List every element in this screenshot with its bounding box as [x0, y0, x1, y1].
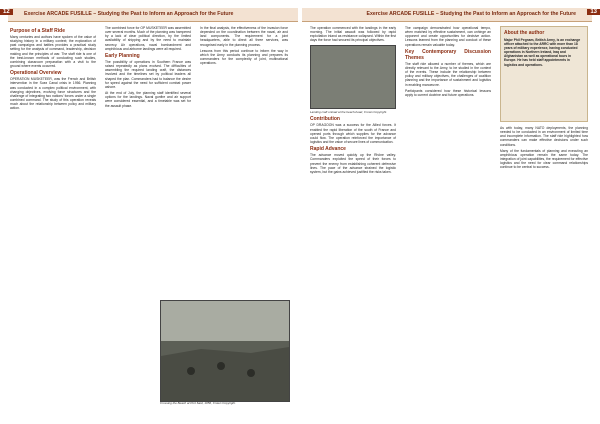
- section-heading: Purpose of a Staff Ride: [10, 28, 66, 34]
- column-3: [500, 126, 588, 416]
- beach-photo: [160, 300, 290, 402]
- paragraph: In the final analysis, the effectiveness of the invasion force depended on the coordination between the naval, air and land components. The requirement for a joint headquarters, able to direct all three services, was recognised early in the planning process.: [200, 26, 288, 47]
- paragraph: At the end of July, the planning staff identified several options for the landings. Naval gunfire and air support were considered essential, and a timetable was set for the assault phase.: [105, 91, 191, 108]
- column-2: [405, 26, 491, 416]
- section-heading: Rapid Advance: [310, 146, 346, 153]
- section-heading: Operational Overview: [10, 70, 62, 77]
- paragraph: Participants considered how these historical lessons apply to current doctrine and future operations.: [405, 88, 491, 97]
- paragraph: The staff ride allowed a number of themes, which are directly relevant to the Army, to be studied in the context of the events. These include the relationship between policy and military objectives, the challenges of coalition planning and the importance of sustainment and logistics in enabling manoeuvre.: [405, 61, 491, 87]
- header-title: Exercise ARCADE FUSILLE – Studying the Past to Inform an Approach for the Future: [366, 11, 576, 17]
- sidebar-body: Major Phil Pegnam, British Army, is an exchange officer attached to the ARRC with more than 18 years of military experience, having conducted operations in Northern Ireland, Iraq and Afghanistan as well as operational tours in Europe. He has held staff appointments in logistics and operations.: [504, 38, 581, 67]
- photo-image: [161, 301, 289, 401]
- column-1: [10, 26, 96, 416]
- page-header: [8, 8, 298, 22]
- paragraph: Many centuries and authors have spoken of the value of studying history in a military context; the exploration of past campaigns and battles provides a practical study setting for the analysis of command, leadership, decision making and the principles of war. The staff ride is one of the best-known methods of conducting such studies, combining classroom preparation with a visit to the ground where events occurred.: [10, 35, 96, 69]
- paragraph: Lessons from this period continue to inform the way in which the Army conducts its planning and prepares its commanders for the complexity of joint, multinational operations.: [200, 48, 288, 66]
- page-number: 13: [587, 9, 600, 15]
- paragraph: The campaign demonstrated how operational tempo, when matched by effective sustainment, can unhinge an opponent and create opportunities for decisive action. Lessons learned from the planning and conduct of these operations remain valuable today.: [405, 26, 491, 47]
- paragraph: The operation commenced with the landings in the early morning. The initial assault was followed by rapid exploitation inland as resistance collapsed. Within the first days the force had secured its principal objectives.: [310, 26, 396, 43]
- section-heading: Early Planning: [105, 52, 140, 59]
- section-heading: Contribution: [310, 116, 340, 123]
- landing-photo: [310, 45, 396, 109]
- page-header: [302, 8, 592, 22]
- photo-caption: Crossing the Beach at Port Said, 1956, Crown Copyright.: [160, 401, 236, 405]
- paragraph: The advance moved quickly up the Rhône valley. Commanders exploited the speed of their forces to prevent the enemy from establishing coherent defensive lines. The pace of the advance strained the logistic system, but the gains achieved justified the risks taken.: [310, 153, 396, 174]
- right-page: [300, 0, 600, 424]
- paragraph: The possibility of operations in Southern France was raised repeatedly as plans evolved. The difficulties of assembling the required landing craft, the distances involved and the timelines set by political leaders all shaped the plan. Commanders had to balance the desire for speed against the need for sufficient combat power ashore.: [105, 59, 191, 89]
- paragraph: As with today, many NATO deployments, the planning needed to be conducted in an environment of limited time and incomplete information. The staff ride highlighted how commanders can make effective decisions under such conditions.: [500, 126, 588, 147]
- paragraph: OP DRAGOON was a success for the Allied forces. It enabled the rapid liberation of the south of France and opened ports through which supplies for the advance could flow. The operation reinforced the importance of logistics and the value of secure lines of communication.: [310, 123, 396, 145]
- photo-caption: Landing craft unload at the beach-head, Crown Copyright.: [310, 109, 388, 114]
- paragraph: Many of the fundamentals of planning and executing an amphibious operation remain the same today. The integration of joint capabilities, the requirement for effective logistics and the need for clear command relationships continue to be central to success.: [500, 148, 588, 170]
- section-heading: Key Contemporary Discussion Themes: [405, 48, 491, 61]
- header-title: Exercise ARCADE FUSILLE – Studying the Past to Inform an Approach for the Future: [24, 11, 234, 17]
- paragraph: OPERATION MUSKETEER, was the French and British intervention in the Suez Canal crisis in 1956. Planning was conducted in a complex political environment, with changing objectives, evolving force structures and the challenge of integrating two nations' forces under a single combined command. The study of this operation reveals much about the relationship between policy and military action.: [10, 77, 96, 111]
- author-sidebar: [500, 26, 588, 122]
- sidebar-heading: About the author: [504, 30, 545, 36]
- page-number: 12: [0, 9, 13, 15]
- paragraph: The combined force for OP MUSKETEER was assembled over several months. Much of the planning was hampered by a lack of clear political direction, by the limited availability of shipping and by the need to maintain secrecy. Air operations, naval bombardment and amphibious and airborne landings were all required.: [105, 26, 191, 51]
- column-1: [310, 26, 396, 416]
